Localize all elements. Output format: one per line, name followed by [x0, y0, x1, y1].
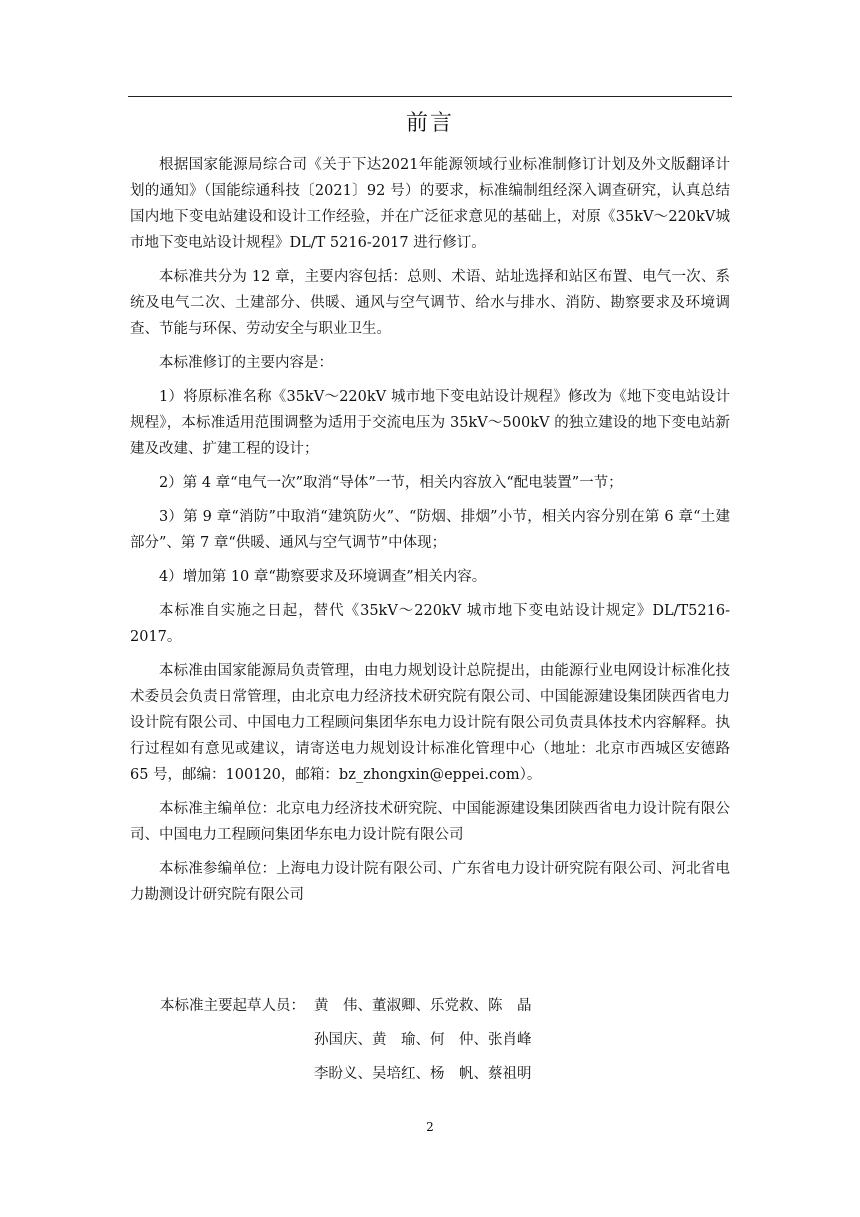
drafters-row [160, 989, 720, 1023]
paragraph-revision-4: 4）增加第 10 章“勘察要求及环境调查”相关内容。 [159, 569, 487, 585]
drafters-names: 李盼义、吴培红、杨 帆、蔡祖明 [314, 1066, 532, 1082]
paragraph-revision-3: 3）第 9 章“消防”中取消“建筑防火”、“防烟、排烟”小节，相关内容分别在第 6 章“土建部分”、第 7 章“供暖、通风与空气调节”中体现； [130, 509, 730, 551]
paragraph-revision-2: 2）第 4 章“电气一次”取消“导体”一节，相关内容放入“配电装置”一节； [159, 475, 623, 491]
paragraph-chief-editors: 本标准主编单位：北京电力经济技术研究院、中国能源建设集团陕西省电力设计院有限公司、中国电力工程顾问集团华东电力设计院有限公司 [130, 801, 730, 843]
page-number: 2 [426, 1120, 434, 1134]
paragraph-revision-1: 1）将原标准名称《35kV～220kV 城市地下变电站设计规程》修改为《地下变电站设计规程》，本标准适用范围调整为适用于交流电压为 35kV～500kV 的独立建设的地下变电站新建及改建、扩建工程的设计； [130, 389, 730, 457]
paragraph-chapters: 本标准共分为 12 章，主要内容包括：总则、术语、站址选择和站区布置、电气一次、系统及电气二次、土建部分、供暖、通风与空气调节、给水与排水、消防、勘察要求及环境调查、节能与环保、劳动安全与职业卫生。 [130, 269, 730, 337]
drafters-names: 黄 伟、董淑卿、乐党救、陈 晶 [314, 998, 532, 1014]
drafters-block [160, 989, 720, 1091]
preface-body [130, 152, 730, 916]
paragraph-revision-intro: 本标准修订的主要内容是： [159, 355, 333, 371]
drafters-label: 本标准主要起草人员： [160, 998, 305, 1014]
paragraph-management: 本标准由国家能源局负责管理，由电力规划设计总院提出，由能源行业电网设计标准化技术委员会负责日常管理，由北京电力经济技术研究院有限公司、中国能源建设集团陕西省电力设计院有限公司、中国电力工程顾问集团华东电力设计院有限公司负责具体技术内容解释。执行过程如有意见或建议，请寄送电力规划设计标准化管理中心（地址：北京市西城区安德路 65 号，邮编：100120，邮箱：bz_zhongxin@eppei.com）。 [130, 663, 730, 783]
drafters-names: 孙国庆、黄 瑜、何 仲、张肖峰 [314, 1032, 532, 1048]
paragraph-replacement: 本标准自实施之日起，替代《35kV～220kV 城市地下变电站设计规定》DL/T5216-2017。 [130, 603, 730, 645]
header-rule [128, 96, 732, 97]
paragraph-participating-units: 本标准参编单位：上海电力设计院有限公司、广东省电力设计研究院有限公司、河北省电力勘测设计研究院有限公司 [130, 861, 730, 903]
drafters-row [160, 1023, 720, 1057]
paragraph-background: 根据国家能源局综合司《关于下达2021年能源领域行业标准制修订计划及外文版翻译计划的通知》（国能综通科技〔2021〕92 号）的要求，标准编制组经深入调查研究，认真总结国内地下变电站建设和设计工作经验，并在广泛征求意见的基础上，对原《35kV～220kV城市地下变电站设计规程》DL/T 5216-2017 进行修订。 [130, 157, 730, 251]
drafters-row [160, 1057, 720, 1091]
page-title: 前言 [405, 111, 454, 136]
